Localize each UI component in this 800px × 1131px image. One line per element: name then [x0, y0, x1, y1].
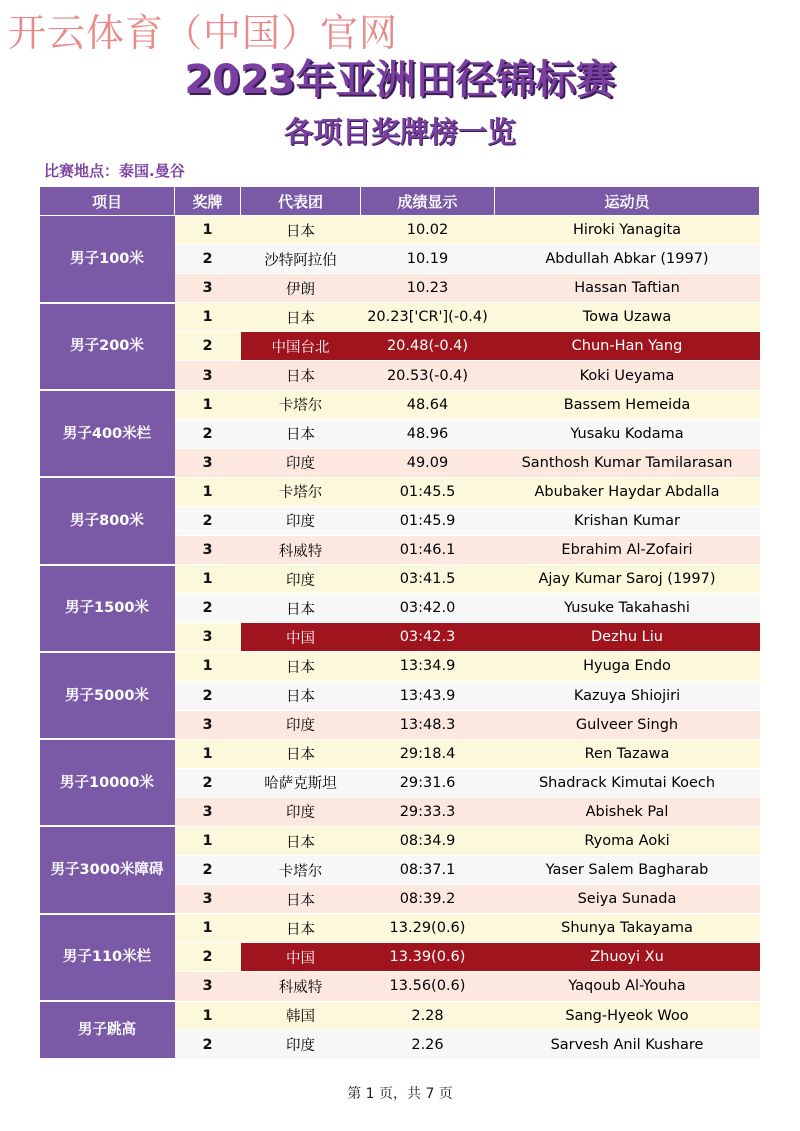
result-cell: 01:45.5 — [361, 477, 495, 506]
medal-rank-cell: 3 — [175, 361, 241, 390]
team-cell: 卡塔尔 — [241, 856, 361, 885]
table-row — [40, 565, 760, 594]
table-row — [40, 826, 760, 855]
page-subtitle: 各项目奖牌榜一览 — [283, 115, 516, 149]
table-body — [40, 216, 760, 1060]
venue-label: 比赛地点：泰国.曼谷 — [44, 162, 185, 180]
athlete-cell: Chun-Han Yang — [495, 332, 760, 361]
team-cell: 日本 — [241, 914, 361, 943]
result-cell: 13.39(0.6) — [361, 943, 495, 972]
result-cell: 20.53(-0.4) — [361, 361, 495, 390]
athlete-cell: Yusuke Takahashi — [495, 594, 760, 623]
medal-rank-cell: 2 — [175, 419, 241, 448]
table-row — [40, 216, 760, 245]
result-cell: 29:33.3 — [361, 797, 495, 826]
athlete-cell: Sang-Hyeok Woo — [495, 1001, 760, 1030]
team-cell: 印度 — [241, 448, 361, 477]
athlete-cell: Ajay Kumar Saroj (1997) — [495, 565, 760, 594]
table-row — [40, 739, 760, 768]
athlete-cell: Ryoma Aoki — [495, 826, 760, 855]
medal-rank-cell: 2 — [175, 245, 241, 274]
result-cell: 08:37.1 — [361, 856, 495, 885]
page-title: 2023年亚洲田径锦标赛 — [184, 57, 616, 103]
result-cell: 2.26 — [361, 1030, 495, 1059]
team-cell: 日本 — [241, 361, 361, 390]
team-cell: 印度 — [241, 797, 361, 826]
result-cell: 20.48(-0.4) — [361, 332, 495, 361]
column-header-event: 项目 — [40, 187, 175, 216]
team-cell: 沙特阿拉伯 — [241, 245, 361, 274]
result-cell: 08:34.9 — [361, 826, 495, 855]
medal-rank-cell: 1 — [175, 565, 241, 594]
event-name-cell: 男子400米栏 — [40, 390, 175, 477]
athlete-cell: Shunya Takayama — [495, 914, 760, 943]
team-cell: 中国台北 — [241, 332, 361, 361]
team-cell: 科威特 — [241, 536, 361, 565]
athlete-cell: Bassem Hemeida — [495, 390, 760, 419]
result-cell: 29:31.6 — [361, 768, 495, 797]
medal-rank-cell: 3 — [175, 710, 241, 739]
result-cell: 20.23['CR'](-0.4) — [361, 303, 495, 332]
team-cell: 中国 — [241, 943, 361, 972]
athlete-cell: Abubaker Haydar Abdalla — [495, 477, 760, 506]
result-cell: 13.56(0.6) — [361, 972, 495, 1001]
event-name-cell: 男子10000米 — [40, 739, 175, 826]
medal-rank-cell: 2 — [175, 506, 241, 535]
medal-rank-cell: 2 — [175, 943, 241, 972]
table-row — [40, 477, 760, 506]
team-cell: 卡塔尔 — [241, 477, 361, 506]
team-cell: 日本 — [241, 303, 361, 332]
event-name-cell: 男子3000米障碍 — [40, 826, 175, 913]
result-cell: 10.19 — [361, 245, 495, 274]
athlete-cell: Dezhu Liu — [495, 623, 760, 652]
athlete-cell: Shadrack Kimutai Koech — [495, 768, 760, 797]
watermark-text: 开云体育（中国）官网 — [8, 11, 399, 55]
medal-rank-cell: 2 — [175, 856, 241, 885]
athlete-cell: Hyuga Endo — [495, 652, 760, 681]
medal-rank-cell: 2 — [175, 1030, 241, 1059]
medal-rank-cell: 2 — [175, 594, 241, 623]
athlete-cell: Ren Tazawa — [495, 739, 760, 768]
team-cell: 印度 — [241, 710, 361, 739]
result-cell: 08:39.2 — [361, 885, 495, 914]
medal-rank-cell: 3 — [175, 885, 241, 914]
event-name-cell: 男子跳高 — [40, 1001, 175, 1059]
medal-rank-cell: 1 — [175, 303, 241, 332]
team-cell: 印度 — [241, 1030, 361, 1059]
result-cell: 01:46.1 — [361, 536, 495, 565]
team-cell: 科威特 — [241, 972, 361, 1001]
result-cell: 03:42.3 — [361, 623, 495, 652]
result-cell: 01:45.9 — [361, 506, 495, 535]
event-name-cell: 男子1500米 — [40, 565, 175, 652]
medal-rank-cell: 1 — [175, 477, 241, 506]
medal-rank-cell: 1 — [175, 216, 241, 245]
athlete-cell: Abdullah Abkar (1997) — [495, 245, 760, 274]
team-cell: 哈萨克斯坦 — [241, 768, 361, 797]
result-cell: 2.28 — [361, 1001, 495, 1030]
team-cell: 韩国 — [241, 1001, 361, 1030]
team-cell: 日本 — [241, 885, 361, 914]
medal-rank-cell: 2 — [175, 332, 241, 361]
team-cell: 日本 — [241, 216, 361, 245]
column-header-team: 代表团 — [241, 187, 361, 216]
table-header-row — [40, 187, 760, 216]
athlete-cell: Kazuya Shiojiri — [495, 681, 760, 710]
result-cell: 13:48.3 — [361, 710, 495, 739]
team-cell: 伊朗 — [241, 274, 361, 303]
medal-rank-cell: 1 — [175, 652, 241, 681]
team-cell: 日本 — [241, 826, 361, 855]
team-cell: 日本 — [241, 652, 361, 681]
team-cell: 印度 — [241, 565, 361, 594]
athlete-cell: Yaqoub Al-Youha — [495, 972, 760, 1001]
event-name-cell: 男子200米 — [40, 303, 175, 390]
result-cell: 13:34.9 — [361, 652, 495, 681]
medal-rank-cell: 3 — [175, 536, 241, 565]
medal-rank-cell: 3 — [175, 972, 241, 1001]
medal-rank-cell: 2 — [175, 681, 241, 710]
team-cell: 卡塔尔 — [241, 390, 361, 419]
athlete-cell: Hassan Taftian — [495, 274, 760, 303]
athlete-cell: Zhuoyi Xu — [495, 943, 760, 972]
athlete-cell: Towa Uzawa — [495, 303, 760, 332]
table-row — [40, 1001, 760, 1030]
medal-rank-cell: 2 — [175, 768, 241, 797]
athlete-cell: Krishan Kumar — [495, 506, 760, 535]
team-cell: 日本 — [241, 739, 361, 768]
team-cell: 日本 — [241, 681, 361, 710]
athlete-cell: Seiya Sunada — [495, 885, 760, 914]
result-cell: 48.96 — [361, 419, 495, 448]
medal-rank-cell: 1 — [175, 1001, 241, 1030]
column-header-athlete: 运动员 — [495, 187, 760, 216]
athlete-cell: Santhosh Kumar Tamilarasan — [495, 448, 760, 477]
medal-rank-cell: 3 — [175, 797, 241, 826]
result-cell: 49.09 — [361, 448, 495, 477]
event-name-cell: 男子110米栏 — [40, 914, 175, 1001]
event-name-cell: 男子800米 — [40, 477, 175, 564]
athlete-cell: Sarvesh Anil Kushare — [495, 1030, 760, 1059]
medal-table — [39, 186, 760, 1060]
medal-rank-cell: 1 — [175, 739, 241, 768]
result-cell: 48.64 — [361, 390, 495, 419]
result-cell: 03:41.5 — [361, 565, 495, 594]
medal-rank-cell: 1 — [175, 826, 241, 855]
team-cell: 印度 — [241, 506, 361, 535]
medal-rank-cell: 3 — [175, 623, 241, 652]
athlete-cell: Abishek Pal — [495, 797, 760, 826]
athlete-cell: Koki Ueyama — [495, 361, 760, 390]
result-cell: 10.23 — [361, 274, 495, 303]
event-name-cell: 男子100米 — [40, 216, 175, 303]
athlete-cell: Yusaku Kodama — [495, 419, 760, 448]
athlete-cell: Yaser Salem Bagharab — [495, 856, 760, 885]
team-cell: 日本 — [241, 419, 361, 448]
table-row — [40, 652, 760, 681]
table-row — [40, 914, 760, 943]
athlete-cell: Ebrahim Al-Zofairi — [495, 536, 760, 565]
medal-rank-cell: 1 — [175, 914, 241, 943]
result-cell: 13:43.9 — [361, 681, 495, 710]
athlete-cell: Hiroki Yanagita — [495, 216, 760, 245]
result-cell: 10.02 — [361, 216, 495, 245]
result-cell: 03:42.0 — [361, 594, 495, 623]
page-footer: 第 1 页，共 7 页 — [347, 1086, 453, 1102]
table-row — [40, 390, 760, 419]
event-name-cell: 男子5000米 — [40, 652, 175, 739]
team-cell: 日本 — [241, 594, 361, 623]
result-cell: 29:18.4 — [361, 739, 495, 768]
medal-rank-cell: 3 — [175, 274, 241, 303]
team-cell: 中国 — [241, 623, 361, 652]
medal-rank-cell: 1 — [175, 390, 241, 419]
column-header-medal: 奖牌 — [175, 187, 241, 216]
medal-rank-cell: 3 — [175, 448, 241, 477]
athlete-cell: Gulveer Singh — [495, 710, 760, 739]
result-cell: 13.29(0.6) — [361, 914, 495, 943]
table-row — [40, 303, 760, 332]
column-header-result: 成绩显示 — [361, 187, 495, 216]
